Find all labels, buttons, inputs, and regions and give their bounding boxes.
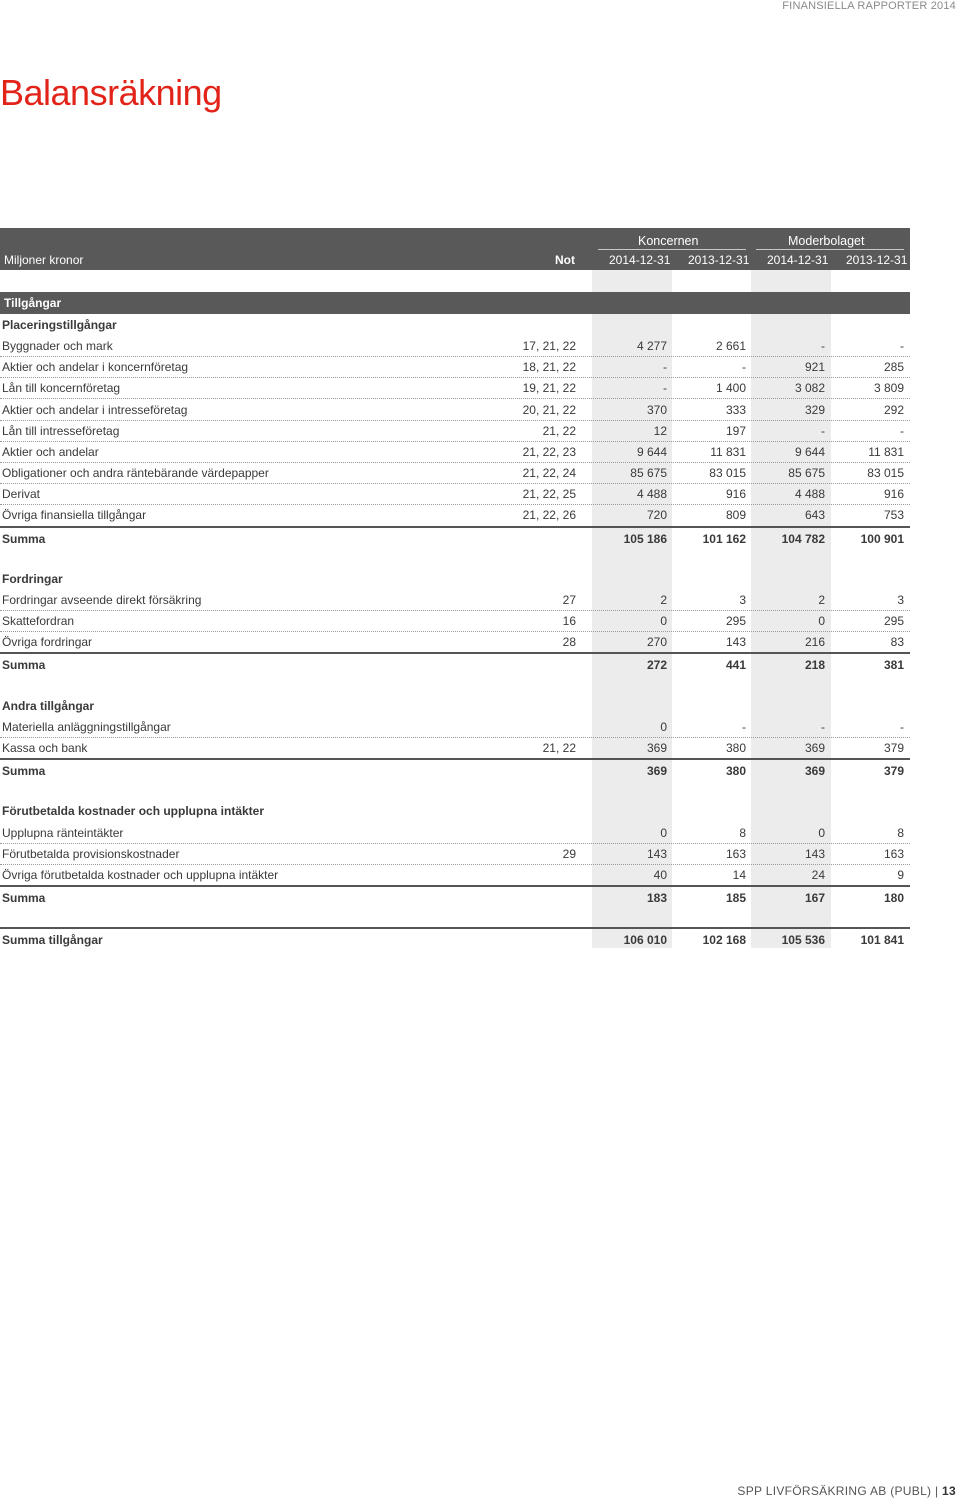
row-value-4: -: [900, 339, 904, 354]
row-value-3: 369: [804, 741, 825, 755]
page-title: Balansräkning: [0, 72, 222, 113]
row-value-2: 8: [739, 825, 746, 840]
section-heading: [0, 800, 910, 821]
section-heading: [0, 568, 910, 589]
row-value-4: 8: [897, 825, 904, 840]
row-value-4: 3 809: [873, 381, 904, 396]
row-value-3: 3 082: [794, 381, 825, 396]
row-value-2: 333: [725, 402, 746, 417]
row-value-3: 104 782: [781, 531, 825, 546]
row-label: Summa: [2, 891, 46, 906]
row-value-3: 216: [804, 635, 825, 650]
row-value-4: 292: [883, 402, 904, 417]
not-header: Not: [555, 253, 575, 267]
section-heading: [0, 314, 910, 335]
table-row: [0, 716, 910, 738]
row-value-4: 3: [897, 592, 904, 607]
row-value-3: -: [821, 719, 825, 734]
row-value-3: 4 488: [794, 487, 825, 502]
row-value-1: 369: [646, 741, 667, 755]
row-value-3: 9 644: [794, 444, 825, 459]
row-note: 19, 21, 22: [522, 381, 576, 396]
row-value-2: 163: [725, 846, 746, 861]
page-footer: [737, 1484, 956, 1498]
section-heading: [0, 695, 910, 716]
row-value-1: 40: [653, 867, 667, 882]
row-value-2: 14: [732, 867, 746, 882]
summary-row: [0, 758, 910, 781]
row-value-3: 2: [818, 592, 825, 607]
row-label: Upplupna ränteintäkter: [2, 825, 124, 840]
row-label: Andra tillgångar: [2, 698, 95, 713]
row-note: 21, 22: [542, 741, 576, 755]
row-note: 17, 21, 22: [522, 339, 576, 354]
header-label: FINANSIELLA RAPPORTER 2014: [782, 0, 956, 12]
summary-row: [0, 885, 910, 908]
summary-row: [0, 526, 910, 549]
table-row: [0, 356, 910, 378]
row-value-1: 143: [646, 846, 667, 861]
table-row: [0, 399, 910, 421]
row-note: 16: [562, 614, 576, 629]
band-label: Tillgångar: [4, 296, 62, 310]
section-band-tillgangar: [0, 292, 910, 314]
row-value-2: 197: [725, 423, 746, 438]
row-value-3: 24: [811, 867, 825, 882]
row-label: Summa: [2, 531, 46, 546]
group-moderbolaget: Moderbolaget: [788, 234, 865, 248]
row-value-4: 100 901: [860, 531, 904, 546]
group-underline-moderbolaget: [756, 249, 904, 250]
total-row: [0, 927, 910, 950]
row-note: 20, 21, 22: [522, 402, 576, 417]
date-header-2: 2013-12-31: [688, 253, 750, 267]
row-value-4: -: [900, 423, 904, 438]
row-label: Aktier och andelar i koncernföretag: [2, 360, 189, 375]
row-value-1: 0: [660, 825, 667, 840]
row-value-1: -: [663, 360, 667, 375]
row-value-4: 180: [883, 891, 904, 906]
row-value-2: 1 400: [715, 381, 746, 396]
row-label: Aktier och andelar i intresseföretag: [2, 402, 188, 417]
row-value-3: -: [821, 339, 825, 354]
row-note: 21, 22, 26: [522, 508, 576, 523]
row-label: Förutbetalda kostnader och upplupna intäkter: [2, 804, 265, 819]
footer-company: SPP LIVFÖRSÄKRING AB (PUBL): [737, 1484, 932, 1498]
table-row: [0, 864, 910, 885]
row-value-1: 0: [660, 614, 667, 629]
total-value-3: 105 536: [781, 933, 825, 947]
row-value-2: -: [742, 719, 746, 734]
row-note: 21, 22, 25: [522, 487, 576, 502]
row-value-1: 9 644: [636, 444, 667, 459]
row-value-1: 369: [646, 764, 667, 779]
row-value-2: 185: [725, 891, 746, 906]
table-row: [0, 483, 910, 505]
row-value-1: 4 488: [636, 487, 667, 502]
total-label: Summa tillgångar: [2, 933, 103, 947]
row-value-4: 379: [883, 741, 904, 755]
footer-separator: |: [934, 1484, 939, 1498]
row-value-3: 0: [818, 614, 825, 629]
row-value-4: 163: [883, 846, 904, 861]
total-value-4: 101 841: [860, 933, 904, 947]
table-row: [0, 822, 910, 844]
row-value-1: 370: [646, 402, 667, 417]
table-row: [0, 610, 910, 632]
row-value-2: 441: [725, 658, 746, 673]
row-label: Lån till intresseföretag: [2, 423, 120, 438]
row-value-2: 143: [725, 635, 746, 650]
row-value-2: 809: [725, 508, 746, 523]
group-underline-koncernen: [598, 249, 746, 250]
table-row: [0, 589, 910, 611]
row-label: Fordringar avseende direkt försäkring: [2, 592, 202, 607]
table-row: [0, 843, 910, 865]
row-label: Övriga finansiella tillgångar: [2, 508, 147, 523]
row-label: Placeringstillgångar: [2, 318, 117, 332]
summary-row: [0, 652, 910, 675]
footer-page-number: 13: [942, 1484, 956, 1498]
table-row: [0, 420, 910, 442]
row-value-1: 183: [646, 891, 667, 906]
row-note: 27: [562, 592, 576, 607]
row-value-4: 11 831: [868, 444, 904, 459]
row-label: Obligationer och andra räntebärande värdepapper: [2, 466, 269, 481]
row-value-4: 83 015: [867, 466, 904, 481]
group-koncernen: Koncernen: [638, 234, 699, 248]
row-value-4: 285: [883, 360, 904, 375]
date-header-4: 2013-12-31: [846, 253, 908, 267]
row-note: 21, 22, 23: [522, 444, 576, 459]
row-note: 29: [562, 846, 576, 861]
row-value-2: -: [742, 360, 746, 375]
row-value-2: 3: [739, 592, 746, 607]
row-label: Materiella anläggningstillgångar: [2, 719, 171, 734]
row-value-1: 4 277: [636, 339, 667, 354]
row-value-3: 921: [804, 360, 825, 375]
table-row: [0, 335, 910, 357]
row-value-3: 85 675: [788, 466, 825, 481]
row-value-2: 11 831: [710, 444, 746, 459]
row-value-1: -: [663, 381, 667, 396]
table-row: [0, 377, 910, 399]
date-header-3: 2014-12-31: [767, 253, 829, 267]
total-value-2: 102 168: [702, 933, 746, 947]
row-value-2: 101 162: [702, 531, 746, 546]
row-value-1: 85 675: [630, 466, 667, 481]
row-value-1: 105 186: [623, 531, 667, 546]
row-value-3: 369: [804, 764, 825, 779]
row-value-4: 83: [890, 635, 904, 650]
row-value-4: 9: [897, 867, 904, 882]
table-row: [0, 631, 910, 652]
row-value-3: 329: [804, 402, 825, 417]
row-label: Övriga förutbetalda kostnader och upplupna intäkter: [2, 867, 279, 882]
row-value-2: 380: [725, 741, 746, 755]
row-value-3: 643: [804, 508, 825, 523]
table-row: [0, 737, 910, 758]
row-value-2: 380: [725, 764, 746, 779]
row-label: Aktier och andelar: [2, 444, 99, 459]
row-value-3: 143: [804, 846, 825, 861]
row-note: 28: [562, 635, 576, 650]
row-value-4: 295: [883, 614, 904, 629]
date-header-1: 2014-12-31: [609, 253, 671, 267]
row-label: Summa: [2, 658, 46, 673]
row-label: Derivat: [2, 487, 41, 502]
row-label: Lån till koncernföretag: [2, 381, 121, 396]
row-label: Byggnader och mark: [2, 339, 113, 354]
row-label: Summa: [2, 764, 46, 779]
total-value-1: 106 010: [623, 933, 667, 947]
row-label: Kassa och bank: [2, 741, 88, 755]
row-value-2: 295: [725, 614, 746, 629]
row-value-1: 270: [646, 635, 667, 650]
row-value-3: 167: [804, 891, 825, 906]
unit-label: Miljoner kronor: [4, 253, 84, 267]
row-value-2: 2 661: [715, 339, 746, 354]
table-row: [0, 504, 910, 525]
row-value-3: 0: [818, 825, 825, 840]
row-note: 18, 21, 22: [522, 360, 576, 375]
row-value-1: 2: [660, 592, 667, 607]
row-note: 21, 22: [542, 423, 576, 438]
row-value-1: 720: [646, 508, 667, 523]
row-value-4: 379: [883, 764, 904, 779]
row-value-4: 753: [883, 508, 904, 523]
row-value-1: 272: [646, 658, 667, 673]
row-value-1: 0: [660, 719, 667, 734]
table-row: [0, 462, 910, 484]
row-value-1: 12: [653, 423, 667, 438]
table-header: [0, 228, 910, 270]
row-value-3: 218: [804, 658, 825, 673]
row-label: Fordringar: [2, 571, 63, 586]
row-label: Förutbetalda provisionskostnader: [2, 846, 180, 861]
row-note: 21, 22, 24: [522, 466, 576, 481]
row-label: Skattefordran: [2, 614, 75, 629]
row-value-3: -: [821, 423, 825, 438]
row-label: Övriga fordringar: [2, 635, 93, 650]
row-value-4: 916: [883, 487, 904, 502]
row-value-4: -: [900, 719, 904, 734]
row-value-2: 916: [725, 487, 746, 502]
row-value-4: 381: [883, 658, 904, 673]
row-value-2: 83 015: [709, 466, 746, 481]
table-row: [0, 441, 910, 463]
